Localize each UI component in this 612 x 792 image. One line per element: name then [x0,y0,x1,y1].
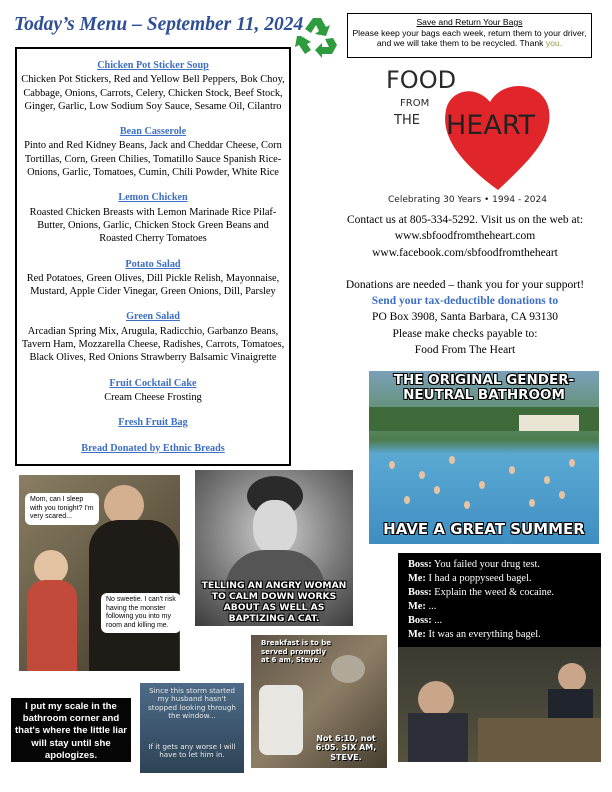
storm-meme-top-text: Since this storm started my husband hasn't stopped looking through the window... [148,686,236,721]
dish-description: Roasted Chicken Breasts with Lemon Marinade Rice Pilaf- Butter, Onions, Garlic, Chicken Stock Green Beans and Roasted Cherry Tomatoes [29,206,277,245]
pool-meme [369,371,599,544]
website-link[interactable]: www.sbfoodfromtheheart.com [394,230,536,243]
bag-notice-heading: Save and Return Your Bags [416,17,523,27]
cat-meme-top-text: Breakfast is to be served promptly at 6 am, Steve. [261,639,331,664]
contact-block [320,212,610,358]
menu-item [17,310,289,364]
page-title: Today’s Menu – September 11, 2024 [14,14,304,35]
menu-item [17,416,289,429]
po-box: PO Box 3908, Santa Barbara, CA 93130 [372,311,558,324]
logo-tagline: Celebrating 30 Years • 1994 - 2024 [388,195,547,205]
storm-window-meme [140,683,244,773]
dish-name: Bread Donated by Ethnic Breads [81,442,225,454]
bag-notice-end: you. [545,38,563,48]
drug-test-meme [398,553,601,762]
dish-description: Chicken Pot Stickers, Red and Yellow Bell Peppers, Bok Choy, Cabbage, Onions, Carrots, Celery, Chicken Stock, Beef Stock, Ginger, Garlic, Low Sodium Soy Sauce, Sesame Oil, Cilantro [21,74,285,112]
donations-needed: Donations are needed – thank you for your support! [345,278,585,291]
pool-meme-top-text: THE ORIGINAL GENDER-NEUTRAL BATHROOM [393,372,575,403]
child-question-bubble: Mom, can I sleep with you tonight? I'm very scared... [25,493,99,525]
checks-payable: Please make checks payable to: [392,327,538,340]
dish-name: Chicken Pot Sticker Soup [97,60,209,71]
dish-name: Fruit Cocktail Cake [109,377,197,389]
logo-the: THE [394,113,420,128]
menu-item [17,59,289,113]
menu-item [17,191,289,245]
bag-notice-body: Please keep your bags each week, return them to your driver, and we will take them to be recycled. Thank [352,27,587,48]
dish-name: Green Salad [126,311,180,323]
angry-woman-caption: TELLING AN ANGRY WOMAN TO CALM DOWN WORKS ABOUT AS WELL AS BAPTIZING A CAT. [201,580,347,624]
dish-description: Red Potatoes, Green Olives, Dill Pickle Relish, Mayonnaise, Mustard, Apple Cider Vinegar, Green Onions, Dill, Parsley [26,272,280,298]
food-from-the-heart-logo [380,60,580,215]
bag-return-notice [347,13,592,58]
dish-description: Pinto and Red Kidney Beans, Jack and Cheddar Cheese, Corn Tortillas, Corn, Green Chilies, Tomatillo Sauce Spanish Rice- Onions, Garlic, Tomatoes, Cumin, Chili Powder, White Rice [24,140,282,179]
scale-meme-text: I put my scale in the bathroom corner and that's where the little liar will stay until she apologizes. [14,701,128,761]
dish-name: Potato Salad [125,258,181,270]
mother-child-meme [19,475,180,671]
angry-woman-meme [195,470,353,626]
send-donations: Send your tax-deductible donations to [371,295,559,308]
logo-heart-word: HEART [446,110,536,141]
menu-item [17,258,289,299]
cat-breakfast-meme [251,635,387,768]
dish-description: Cream Cheese Frosting [104,391,202,403]
menu-box [15,47,291,466]
dish-name: Fresh Fruit Bag [118,417,188,429]
storm-meme-bottom-text: If it gets any worse I will have to let him in. [148,742,236,760]
facebook-link[interactable]: www.facebook.com/sbfoodfromtheheart [372,246,558,259]
scale-meme [11,698,131,762]
contact-phone: Contact us at 805-334-5292. Visit us on the web at: [346,214,584,226]
menu-item [17,377,289,405]
pool-meme-bottom-text: HAVE A GREAT SUMMER [383,520,585,538]
recycle-icon [293,14,341,62]
menu-item [17,442,289,455]
payee: Food From The Heart [414,344,516,357]
menu-item [17,125,289,179]
cat-meme-bottom-text: Not 6:10, not 6:05. SIX AM, STEVE. [315,733,377,762]
logo-from: FROM [400,98,430,109]
dish-name: Bean Casserole [119,126,187,138]
dish-description: Arcadian Spring Mix, Arugula, Radicchio, Garbanzo Beans, Tavern Ham, Mozzarella Cheese, Radishes, Carrots, Tomatoes, Black Olives, Red Onions Strawberry Balsamic Vinaigrette [21,325,285,364]
dish-name: Lemon Chicken [118,192,188,204]
drug-test-dialogue: Boss: You failed your drug test. Me: I had a poppyseed bagel. Boss: Explain the weed & cocaine. Me: ... Boss: ... Me: It was an everything bagel. [408,559,555,640]
mother-answer-bubble: No sweetie. I can't risk having the monster following you into my room and killing me. [101,593,180,633]
logo-food: FOOD [386,66,457,94]
